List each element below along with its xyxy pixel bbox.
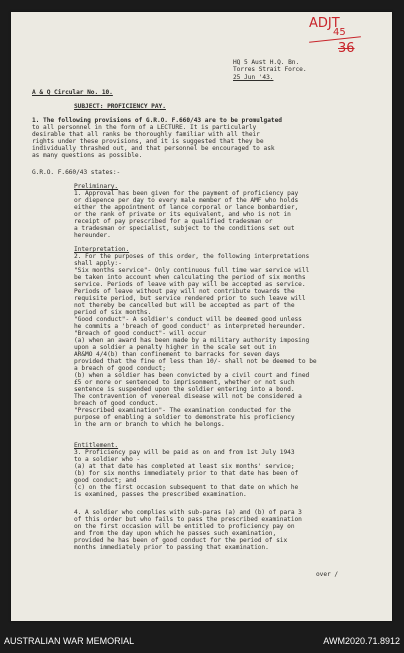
para1-line: as many questions as possible. (32, 152, 143, 159)
interpretation-line: "Six months service"- Only continuous full time war service will (74, 267, 310, 274)
gro-states: G.R.O. F.660/43 states:- (32, 169, 121, 176)
interpretation-line: sentence is suspended upon the soldier entering into a bond. (74, 386, 295, 393)
interpretation-line: "Breach of good conduct"- will occur (74, 330, 207, 337)
para4-line: 4. A soldier who complies with sub-paras (a) and (b) of para 3 (74, 509, 302, 516)
handwritten-number-2: 36 (338, 41, 355, 56)
preliminary-line: receipt of pay prescribed for a qualified tradesman or (74, 218, 273, 225)
para1-line: individually thrashed out, and that personnel be encouraged to ask (32, 145, 275, 152)
subject-line: SUBJECT: PROFICIENCY PAY. (74, 103, 166, 110)
para4-line: on the first occasion will be entitled to proficiency pay on (74, 523, 295, 530)
entitlement-line: (c) on the first occasion subsequent to that date on which he (74, 484, 299, 491)
interpretation-line: "Prescribed examination"- The examination conducted for the (74, 407, 291, 414)
over-marker: over / (316, 571, 339, 578)
archive-reference: AWM2020.71.8912 (323, 636, 400, 646)
para1-line: 1. The following provisions of G.R.O. F.660/43 are to be promulgated (32, 117, 282, 124)
interpretation-line: (b) when a soldier has been convicted by a civil court and fined (74, 372, 310, 379)
entitlement-line: is examined, passes the prescribed examination. (74, 491, 247, 498)
entitlement-line: (b) for six months immediately prior to that date has been of (74, 470, 299, 477)
archive-footer (0, 621, 404, 653)
preliminary-line: hereunder. (74, 232, 111, 239)
entitlement-heading: Entitlement. (74, 442, 119, 449)
para4-line: of this order but who fails to pass the prescribed examination (74, 516, 302, 523)
interpretation-line: shall apply:- (74, 260, 122, 267)
document-page (11, 12, 392, 621)
circular-number: A & Q Circular No. 10. (32, 89, 113, 96)
interpretation-line: service. Periods of leave with pay will be accepted as service. (74, 281, 306, 288)
handwritten-adjt: ADJT (309, 16, 340, 31)
interpretation-line: "Good conduct"- A soldier's conduct will be deemed good unless (74, 316, 302, 323)
para4-line: and from the day upon which he passes such examination, (74, 530, 277, 537)
entitlement-line: good conduct; and (74, 477, 137, 484)
entitlement-line: (a) at that date has completed at least six months' service; (74, 463, 295, 470)
handwritten-number: 45 (333, 27, 346, 38)
interpretation-line: £5 or more or sentenced to imprisonment, whether or not such (74, 379, 295, 386)
preliminary-line: or the rank of private or its equivalent, and who is not in (74, 211, 291, 218)
para1-line: rights under these provisions, and it is suggested that they be (32, 138, 264, 145)
interpretation-line: period of six months. (74, 309, 152, 316)
archive-name: AUSTRALIAN WAR MEMORIAL (4, 636, 135, 646)
interpretation-line: Periods of leave without pay will not contribute towards the (74, 288, 295, 295)
preliminary-heading: Preliminary. (74, 183, 119, 190)
interpretation-line: requisite period, but service rendered prior to such leave will (74, 295, 306, 302)
interpretation-line: provided that the fine of less than 10/- shall not be deemed to be (74, 358, 317, 365)
interpretation-line: he commits a 'breach of good conduct' as interpreted hereunder. (74, 323, 306, 330)
unit-line-2: Torres Strait Force. (233, 66, 307, 73)
interpretation-line: breach of good conduct. (74, 400, 159, 407)
interpretation-line: upon a soldier a penalty higher in the scale set out in (74, 344, 277, 351)
para1-line: desirable that all ranks be thoroughly familiar with all their (32, 131, 260, 138)
entitlement-line: to a soldier who - (74, 456, 141, 463)
interpretation-line: purpose of enabling a soldier to demonstrate his proficiency (74, 414, 295, 421)
entitlement-line: 3. Proficiency pay will be paid as on and from 1st July 1943 (74, 449, 295, 456)
para4-line: provided he has been of good conduct for the period of six (74, 537, 288, 544)
interpretation-line: be taken into account when calculating the period of six months (74, 274, 306, 281)
interpretation-line: 2. For the purposes of this order, the following interpretations (74, 253, 310, 260)
interpretation-line: The contravention of venereal disease will not be considered a (74, 393, 302, 400)
interpretation-heading: Interpretation. (74, 246, 130, 253)
document-date: 25 Jun '43. (233, 74, 274, 81)
preliminary-line: 1. Approval has been given for the payment of proficiency pay (74, 190, 299, 197)
interpretation-line: not thereby be cancelled but will be accepted as part of the (74, 302, 295, 309)
unit-line-1: HQ 5 Aust H.Q. Bn. (233, 59, 300, 66)
interpretation-line: in the arm or branch to which he belongs. (74, 421, 225, 428)
para1-line: to all personnel in the form of a LECTURE. It is particularly (32, 124, 257, 131)
interpretation-line: (a) when an award has been made by a military authority imposing (74, 337, 310, 344)
preliminary-line: either the appointment of lance corporal or lance bombardier, (74, 204, 299, 211)
preliminary-line: a tradesman or specialist, subject to the conditions set out (74, 225, 295, 232)
para4-line: months immediately prior to passing that examination. (74, 544, 269, 551)
preliminary-line: or diepence per day to every male member of the AMF who holds (74, 197, 299, 204)
interpretation-line: a breach of good conduct; (74, 365, 166, 372)
interpretation-line: AR&MO 4/4(b) than confinement to barracks for seven days (74, 351, 280, 358)
